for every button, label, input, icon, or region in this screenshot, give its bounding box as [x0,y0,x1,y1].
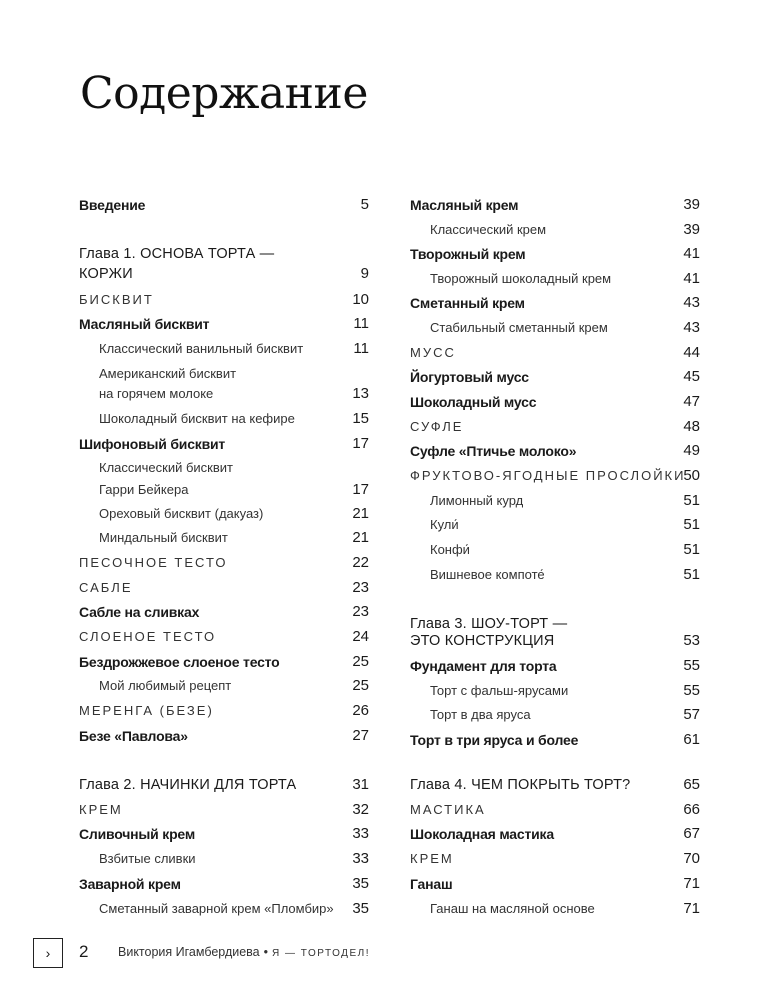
toc-entry-page: 10 [352,291,369,308]
toc-entry-title: Введение [79,197,146,213]
toc-entry-title: Масляный бисквит [79,316,210,332]
author-name: Виктория Игамбердиева [118,945,260,959]
page-footer [0,938,773,970]
toc-entry-page: 41 [683,270,700,287]
toc-entry-page: 35 [352,900,369,917]
toc-entry-page: 70 [683,850,700,867]
toc-entry[interactable] [79,263,369,285]
toc-entry-page: 11 [353,315,369,332]
toc-entry-title: КРЕМ [410,851,454,866]
toc-entry[interactable] [79,552,369,574]
toc-entry[interactable] [410,729,700,751]
toc-entry-page: 39 [683,221,700,238]
toc-entry-title: Сметанный крем [410,295,525,311]
toc-entry[interactable] [79,626,369,648]
running-footer [118,945,370,959]
toc-entry-title: Глава 3. ШОУ-ТОРТ — [410,616,568,632]
toc-entry-title: Масляный крем [410,197,519,213]
toc-entry[interactable] [79,700,369,722]
toc-entry[interactable] [79,848,369,870]
toc-entry[interactable] [410,539,700,561]
page-title: Содержание [80,68,368,119]
toc-entry-title: САБЛЕ [79,580,133,595]
toc-entry-page: 24 [352,628,369,645]
toc-entry-page: 67 [683,825,700,842]
toc-entry-title: на горячем молоке [99,386,214,401]
toc-entry-page: 48 [683,418,700,435]
separator-dot: • [263,945,269,959]
toc-entry-title: МЕРЕНГА (БЕЗЕ) [79,703,214,718]
toc-entry-page: 9 [360,265,369,282]
toc-entry-page: 17 [352,435,369,452]
page-number: 2 [79,942,89,961]
chevron-right-icon: › [45,945,51,961]
toc-entry-title: Сливочный крем [79,826,195,842]
toc-entry-title: Гарри Бейкера [99,482,189,497]
toc-entry-title: Бездрожжевое слоеное тесто [79,654,280,670]
toc-entry[interactable] [410,799,700,821]
toc-entry[interactable] [79,338,369,360]
toc-entry-page: 50 [683,467,700,484]
toc-entry-page: 22 [352,554,369,571]
toc-entry-title: ПЕСОЧНОЕ ТЕСТО [79,555,228,570]
toc-entry-page: 17 [352,481,369,498]
next-page-button[interactable] [33,938,63,968]
toc-entry[interactable] [79,363,369,385]
toc-entry-page: 45 [683,368,700,385]
toc-entry-title: Мой любимый рецепт [99,678,232,693]
toc-entry[interactable] [410,194,700,216]
toc-entry-title: Сабле на сливках [79,604,200,620]
toc-entry[interactable] [79,725,369,747]
toc-entry[interactable] [79,873,369,895]
toc-entry-page: 33 [352,825,369,842]
toc-entry[interactable] [410,391,700,413]
toc-entry[interactable] [79,577,369,599]
toc-entry-title: ФРУКТОВО-ЯГОДНЫЕ ПРОСЛОЙКИ [410,468,686,483]
toc-entry-page: 51 [683,492,700,509]
toc-entry-page: 23 [352,579,369,596]
toc-entry-title: Суфле «Птичье молоко» [410,443,577,459]
toc-entry-page: 57 [683,706,700,723]
toc-entry-title: Американский бисквит [99,366,237,381]
toc-entry[interactable] [79,479,369,501]
toc-entry[interactable] [79,601,369,623]
toc-entry-title: Глава 1. ОСНОВА ТОРТА — [79,246,275,262]
toc-entry[interactable] [410,342,700,364]
toc-entry[interactable] [410,680,700,702]
toc-entry-title: Ганаш на масляной основе [430,901,595,916]
toc-entry-page: 21 [352,529,369,546]
toc-entry[interactable] [410,514,700,536]
toc-entry[interactable] [79,898,369,920]
toc-entry-page: 15 [352,410,369,427]
toc-entry[interactable] [79,503,369,525]
toc-entry[interactable] [79,527,369,549]
toc-entry-title: Шифоновый бисквит [79,436,226,452]
toc-entry-page: 49 [683,442,700,459]
toc-entry-title: Творожный шоколадный крем [430,271,612,286]
toc-entry-title: КОРЖИ [79,266,133,282]
toc-entry-title: Кули́ [430,517,459,532]
toc-entry[interactable] [79,799,369,821]
toc-entry-title: Торт с фальш-ярусами [430,683,569,698]
toc-entry-page: 51 [683,516,700,533]
toc-entry-page: 32 [352,801,369,818]
toc-entry-page: 55 [683,657,700,674]
toc-entry-title: Ореховый бисквит (дакуаз) [99,506,264,521]
toc-entry-page: 71 [683,875,700,892]
toc-entry[interactable] [79,383,369,405]
toc-entry[interactable] [79,457,369,479]
toc-entry-title: СУФЛЕ [410,419,464,434]
toc-entry-page: 55 [683,682,700,699]
toc-entry-title: СЛОЕНОЕ ТЕСТО [79,629,217,644]
toc-entry-page: 35 [352,875,369,892]
toc-entry-title: Шоколадный бисквит на кефире [99,411,295,426]
toc-entry-title: Шоколадный мусс [410,394,537,410]
toc-entry-page: 61 [683,731,700,748]
toc-entry[interactable] [410,898,700,920]
toc-entry[interactable] [410,416,700,438]
toc-entry[interactable] [79,433,369,455]
toc-entry-title: МУСС [410,345,456,360]
toc-entry-title: БИСКВИТ [79,292,154,307]
toc-entry-page: 71 [683,900,700,917]
toc-entry-title: Взбитые сливки [99,851,196,866]
toc-entry-title: Стабильный сметанный крем [430,320,608,335]
toc-entry-page: 33 [352,850,369,867]
toc-entry[interactable] [410,292,700,314]
toc-entry-title: Вишневое компоте́ [430,567,545,582]
toc-entry-page: 53 [683,632,700,649]
toc-entry[interactable] [410,873,700,895]
toc-entry[interactable] [410,366,700,388]
toc-entry-page: 26 [352,702,369,719]
toc-entry[interactable] [410,219,700,241]
toc-entry[interactable] [410,564,700,586]
toc-entry-page: 25 [352,653,369,670]
toc-entry-page: 23 [352,603,369,620]
toc-entry-title: Ганаш [410,876,453,892]
toc-entry[interactable] [410,490,700,512]
toc-entry[interactable] [410,630,700,652]
toc-entry-page: 43 [683,319,700,336]
toc-entry-title: Сметанный заварной крем «Пломбир» [99,901,334,916]
toc-entry[interactable] [410,243,700,265]
toc-entry-title: МАСТИКА [410,802,486,817]
toc-entry-page: 47 [683,393,700,410]
toc-entry-page: 44 [683,344,700,361]
toc-entry-title: Шоколадная мастика [410,826,554,842]
toc-entry-title: Творожный крем [410,246,526,262]
toc-entry-title: Классический крем [430,222,547,237]
toc-entry-title: ЭТО КОНСТРУКЦИЯ [410,633,555,649]
toc-entry-page: 41 [683,245,700,262]
toc-entry-page: 31 [352,776,369,793]
toc-entry[interactable] [79,651,369,673]
toc-entry-page: 25 [352,677,369,694]
toc-entry[interactable] [79,243,369,265]
toc-entry[interactable] [410,465,700,487]
toc-entry[interactable] [410,440,700,462]
toc-entry[interactable] [410,655,700,677]
toc-entry-title: Лимонный курд [430,493,524,508]
toc-entry-title: Глава 2. НАЧИНКИ ДЛЯ ТОРТА [79,777,297,793]
toc-entry-page: 51 [683,566,700,583]
toc-entry[interactable] [79,313,369,335]
toc-entry-title: Фундамент для торта [410,658,557,674]
toc-entry[interactable] [79,823,369,845]
toc-entry[interactable] [410,823,700,845]
toc-entry[interactable] [79,194,369,216]
toc-entry-page: 43 [683,294,700,311]
toc-entry-title: Торт в три яруса и более [410,732,579,748]
toc-entry-page: 13 [352,385,369,402]
toc-entry-title: Глава 4. ЧЕМ ПОКРЫТЬ ТОРТ? [410,777,631,793]
toc-entry-title: Классический ванильный бисквит [99,341,304,356]
toc-entry-title: Безе «Павлова» [79,728,188,744]
toc-entry-page: 21 [352,505,369,522]
toc-entry[interactable] [410,268,700,290]
toc-entry[interactable] [79,289,369,311]
toc-entry-title: Заварной крем [79,876,181,892]
toc-entry-title: КРЕМ [79,802,123,817]
toc-entry[interactable] [410,317,700,339]
toc-entry-page: 11 [353,340,369,357]
toc-entry[interactable] [410,774,700,796]
toc-entry[interactable] [79,774,369,796]
toc-entry-page: 27 [352,727,369,744]
toc-entry-title: Классический бисквит [99,460,233,475]
toc-entry[interactable] [410,704,700,726]
toc-entry-title: Миндальный бисквит [99,530,228,545]
toc-entry-title: Конфи́ [430,542,470,557]
toc-entry-page: 65 [683,776,700,793]
toc-entry-page: 5 [360,196,369,213]
toc-entry[interactable] [79,408,369,430]
toc-entry-page: 66 [683,801,700,818]
toc-entry[interactable] [79,675,369,697]
toc-entry-page: 51 [683,541,700,558]
toc-entry[interactable] [410,848,700,870]
toc-entry-page: 39 [683,196,700,213]
book-title: Я — ТОРТОДЕЛ! [272,948,370,959]
toc-entry-title: Торт в два яруса [430,707,531,722]
toc-entry-title: Йогуртовый мусс [410,369,529,385]
